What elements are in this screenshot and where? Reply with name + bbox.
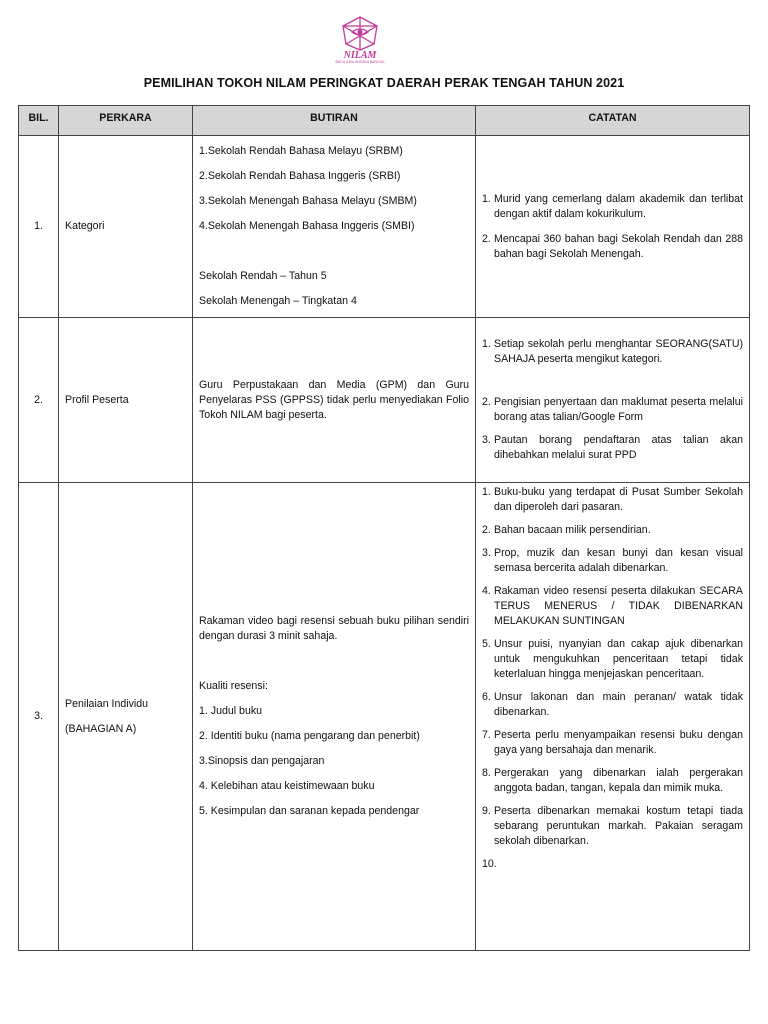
butiran-intro: Rakaman video bagi resensi sebuah buku pilihan sendiri dengan durasi 3 minit sahaja. (199, 615, 469, 642)
row-butiran (193, 136, 476, 318)
list-item: 1. Judul buku (199, 705, 263, 717)
table-header-row (19, 106, 750, 136)
list-item: 2. Identiti buku (nama pengarang dan penerbit) (199, 730, 420, 742)
list-item: 6. Unsur lakonan dan main peranan/ watak tidak dibenarkan. (482, 691, 743, 718)
row-butiran (193, 483, 476, 951)
list-item: 1. Buku-buku yang terdapat di Pusat Sumber Sekolah dan diperoleh dari pasaran. (482, 486, 743, 513)
list-item: 2. Pengisian penyertaan dan maklumat peserta melalui borang atas talian/Google Form (482, 396, 743, 423)
list-item: 3.Sinopsis dan pengajaran (199, 755, 325, 767)
list-item: 2. Bahan bacaan milik persendirian. (482, 524, 651, 536)
level-rendah: Sekolah Rendah – Tahun 5 (199, 270, 327, 282)
level-menengah: Sekolah Menengah – Tingkatan 4 (199, 295, 357, 307)
list-item: 4.Sekolah Menengah Bahasa Inggeris (SMBI) (199, 220, 415, 232)
nilam-logo-icon (325, 14, 395, 64)
row-number: 1. (19, 136, 59, 318)
row-perkara (59, 483, 193, 951)
header-perkara: PERKARA (59, 106, 193, 136)
butiran-text: Guru Perpustakaan dan Media (GPM) dan Guru Penyelaras PSS (GPPSS) tidak perlu menyediakan Folio Tokoh NILAM bagi peserta. (199, 378, 469, 421)
list-item: 10. (482, 858, 497, 870)
list-item: 1. Murid yang cemerlang dalam akademik dan terlibat dengan aktif dalam kokurikulum. (482, 192, 743, 220)
list-item: 5. Unsur puisi, nyanyian dan cakap ajuk dibenarkan untuk mengukuhkan penceritaan tetapi tidak keterlaluan hingga menjejaskan penceritaan. (482, 638, 743, 680)
list-item: 2. Mencapai 360 bahan bagi Sekolah Rendah dan 288 bahan bagi Sekolah Menengah. (482, 232, 743, 260)
header-catatan: CATATAN (476, 106, 750, 136)
list-item: 9. Peserta dibenarkan memakai kostum tetapi tiada sebarang peruntukan markah. Pakaian seragam sekolah dibenarkan. (482, 805, 743, 847)
row-catatan (476, 136, 750, 318)
list-item: 4. Rakaman video resensi peserta dilakukan SECARA TERUS MENERUS / TIDAK DIBENARKAN MELAKUKAN SUNTINGAN (482, 585, 743, 627)
nilam-logo (325, 14, 395, 64)
perkara-sublabel: (BAHAGIAN A) (65, 722, 137, 735)
list-item: 3. Pautan borang pendaftaran atas talian akan dihebahkan melalui surat PPD (482, 434, 743, 461)
row-number: 3. (19, 483, 59, 951)
row-butiran (193, 318, 476, 483)
list-item: 3.Sekolah Menengah Bahasa Melayu (SMBM) (199, 195, 417, 207)
kualiti-label: Kualiti resensi: (199, 680, 268, 692)
logo-text: NILAM (343, 50, 377, 61)
list-item: 2.Sekolah Rendah Bahasa Inggeris (SRBI) (199, 170, 401, 182)
table-row (19, 136, 750, 318)
page-title: PEMILIHAN TOKOH NILAM PERINGKAT DAERAH PERAK TENGAH TAHUN 2021 (143, 76, 625, 90)
logo-tagline: BACA ILMU BUDAYA BANGSA (335, 60, 385, 64)
list-item: 3. Prop, muzik dan kesan bunyi dan kesan visual semasa bercerita adalah dibenarkan. (482, 547, 743, 574)
row-perkara: Kategori (59, 136, 193, 318)
perkara-label: Penilaian Individu (65, 697, 149, 710)
row-catatan (476, 483, 750, 951)
row-catatan (476, 318, 750, 483)
list-item: 1.Sekolah Rendah Bahasa Melayu (SRBM) (199, 145, 403, 157)
row-number: 2. (19, 318, 59, 483)
criteria-table (18, 105, 750, 951)
list-item: 8. Pergerakan yang dibenarkan ialah pergerakan anggota badan, tangan, kepala dan mimik muka. (482, 767, 743, 794)
header-butiran: BUTIRAN (193, 106, 476, 136)
table-row (19, 483, 750, 951)
row-perkara: Profil Peserta (59, 318, 193, 483)
list-item: 5. Kesimpulan dan saranan kepada pendengar (199, 805, 420, 817)
table-row (19, 318, 750, 483)
list-item: 4. Kelebihan atau keistimewaan buku (199, 780, 375, 792)
list-item: 7. Peserta perlu menyampaikan resensi buku dengan gaya yang bersahaja dan menarik. (482, 729, 743, 756)
list-item: 1. Setiap sekolah perlu menghantar SEORANG(SATU) SAHAJA peserta mengikut kategori. (482, 338, 743, 365)
header-bil: BIL. (19, 106, 59, 136)
